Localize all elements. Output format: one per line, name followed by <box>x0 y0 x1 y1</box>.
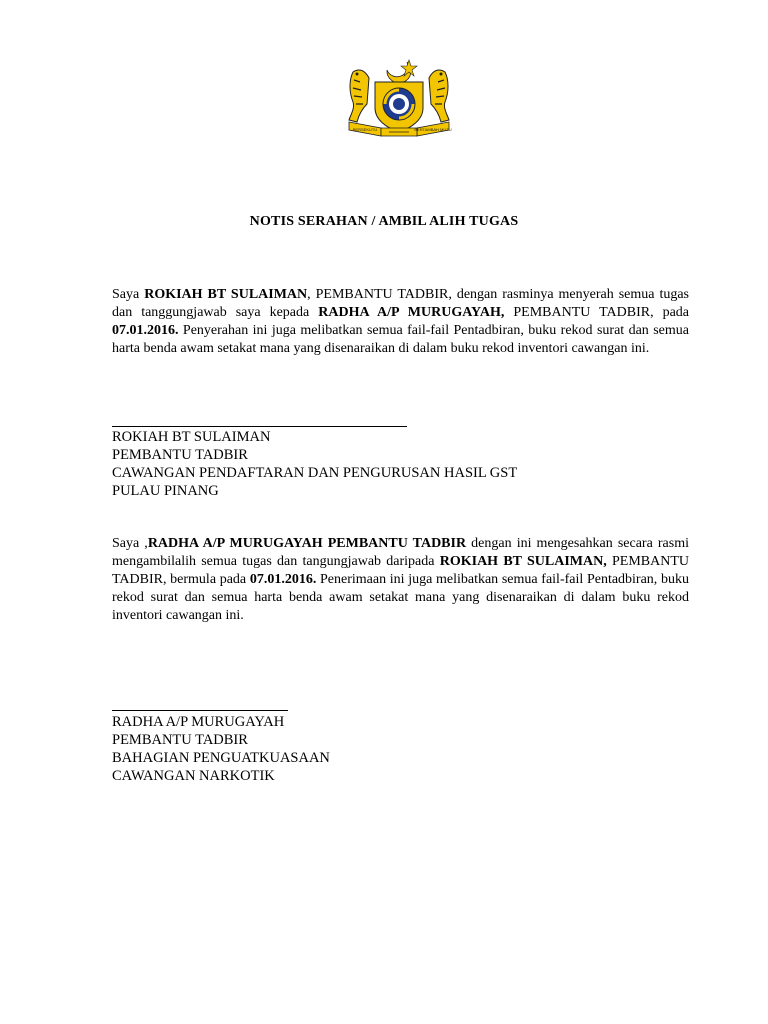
document-title: NOTIS SERAHAN / AMBIL ALIH TUGAS <box>249 214 519 229</box>
handover-paragraph: Saya ROKIAH BT SULAIMAN, PEMBANTU TADBIR, dengan rasminya menyerah semua tugas dan tanggungjawab saya kepada RADHA A/P MURUGAYAH, PEMBANTU TADBIR, pada 07.01.2016. Penyerahan ini juga melibatkan semua fail-fail Pentadbiran, buku rekod surat dan semua harta benda awam setakat mana yang disenaraikan di dalam buku rekod inventori cawangan ini. <box>112 287 690 356</box>
signatory-1-position: PEMBANTU TADBIR <box>112 447 248 463</box>
signatory-1-name: ROKIAH BT SULAIMAN <box>112 429 271 445</box>
signatory-1-location: PULAU PINANG <box>112 483 219 499</box>
signatory-2-unit: BAHAGIAN PENGUATKUASAAN <box>112 750 330 766</box>
signatory-2-location: CAWANGAN NARKOTIK <box>112 768 275 784</box>
signatory-1-block <box>112 428 517 500</box>
handover-name-2: RADHA A/P MURUGAYAH, <box>318 305 505 320</box>
signatory-2-name: RADHA A/P MURUGAYAH <box>112 714 285 730</box>
signatory-2-block <box>112 713 330 785</box>
right-tiger-icon <box>429 70 449 122</box>
takeover-name-2: ROKIAH BT SULAIMAN, <box>439 554 607 569</box>
takeover-paragraph: Saya ,RADHA A/P MURUGAYAH PEMBANTU TADBIR dengan ini mengesahkan secara rasmi mengambilalih semua tugas dan tangungjawab daripada ROKIAH BT SULAIMAN, PEMBANTU TADBIR, bermula pada 07.01.2016. Penerimaan ini juga melibatkan semua fail-fail Pentadbiran, buku rekod surat dan semua harta benda awam setakat mana yang disenaraikan di dalam buku rekod inventori cawangan ini. <box>112 536 689 623</box>
signature-line-1 <box>112 426 407 427</box>
handover-date: 07.01.2016. <box>112 323 179 338</box>
signature-line-2 <box>112 710 288 711</box>
handover-name-1: ROKIAH BT SULAIMAN <box>144 287 308 302</box>
shield-icon <box>375 82 423 132</box>
signatory-2-position: PEMBANTU TADBIR <box>112 732 248 748</box>
signatory-1-unit: CAWANGAN PENDAFTARAN DAN PENGURUSAN HASIL GST <box>112 465 518 481</box>
left-tiger-icon <box>349 70 369 122</box>
star-crescent-icon <box>387 60 417 83</box>
customs-crest-logo <box>345 58 453 140</box>
svg-text:BERTAMBAH MUTU: BERTAMBAH MUTU <box>414 127 452 132</box>
takeover-date: 07.01.2016. <box>249 572 317 587</box>
takeover-name-1: RADHA A/P MURUGAYAH PEMBANTU TADBIR <box>147 536 467 551</box>
svg-text:BERSEKUTU: BERSEKUTU <box>352 127 378 132</box>
